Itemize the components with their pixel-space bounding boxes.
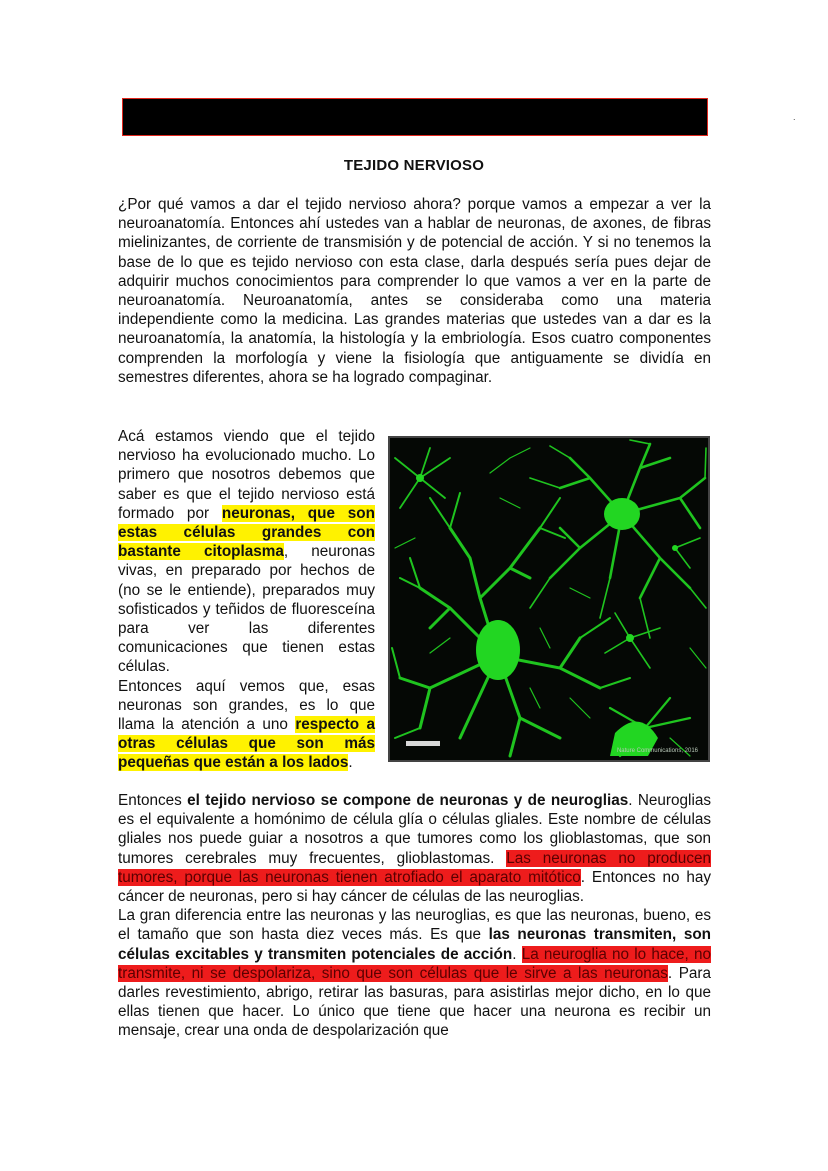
body-paragraph [118, 791, 711, 1041]
page-title: TEJIDO NERVIOSO [343, 157, 485, 174]
text-run: . [348, 754, 353, 772]
highlight-neuronas: neuronas, que son estas células grandes con bastante citoplasma [118, 504, 375, 561]
text-run: . Entonces no hay cáncer de neuronas, pero si hay cáncer de células de las neuroglias. [118, 868, 711, 906]
text-run: Entonces aquí vemos que, esas neuronas son grandes, es lo que llama la atención a uno [118, 677, 375, 734]
intro-text: ¿Por qué vamos a dar el tejido nervioso ahora? porque vamos a empezar a ver la neuroanatomía. Entonces ahí ustedes van a hablar de neuronas, de axones, de fibras mielinizantes, de corriente de transmisión y de potencial de acción. Y si no tenemos la base de lo que es tejido nervioso con esta clase, darla después sería pues dejar de adquirir muchos conocimientos para comprender lo que vamos a ver en la parte de neuroanatomía. Neuroanatomía, antes se consideraba como una materia independiente como la medicina. Las grandes materias que ustedes van a dar es la neuroanatomía, la anatomía, la histología y la embriología. Esos cuatro componentes comprenden la morfología y viene la fisiología que antiguamente se dividía en semestres diferentes, ahora se ha logrado compaginar. [118, 196, 711, 386]
text-run: . Para darles revestimiento, abrigo, retirar las basuras, para asistirlas mejor dicho, en lo que ellas tienen que hacer. Lo único que tiene que hacer una neurona es recibir un mensaje, crear una onda de despolarización que [118, 964, 712, 1040]
image-credit: Nature Communications, 2016 [616, 748, 698, 754]
intro-paragraph [118, 195, 711, 387]
highlight-red-neuroglia: La neuroglia no lo hace, no transmite, ni se despolariza, sino que son células que le sirve a las neuronas [118, 945, 712, 982]
neuron-illustration [390, 438, 708, 760]
highlight-otras-celulas: respecto a otras células que son más pequeñas que están a los lados [118, 716, 375, 772]
figure-side-paragraph [118, 427, 375, 773]
text-run: . Neuroglias es el equivalente a homónimo de célula glía o células gliales. Este nombre de células gliales nos puede guiar a nosotros a que tumores como los glioblastomas, que son tumores cerebrales muy frecuentes, glioblastomas. [118, 792, 711, 867]
bold-statement: el tejido nervioso se compone de neuronas y de neuroglias [187, 792, 629, 809]
stray-mark: . [793, 112, 796, 122]
bold-statement: las neuronas transmiten, son células excitables y transmiten potenciales de acción [118, 926, 712, 963]
highlight-red-tumores: Las neuronas no producen tumores, porque las neuronas tienen atrofiado el aparato mitótico [118, 849, 711, 886]
header-bar [122, 98, 708, 136]
text-run: , neuronas vivas, en preparado por hechos de (no se le entiende), preparados muy sofisticados y teñidos de fluoresceína para ver las diferentes comunicaciones que tienen estas células. [118, 543, 375, 676]
text-run: . [512, 945, 522, 963]
text-run: Acá estamos viendo que el tejido nervioso ha evolucionado mucho. Lo primero que nosotros debemos que saber es que el tejido nervioso está formado por [118, 428, 375, 522]
text-run: Entonces [118, 792, 188, 809]
text-run: La gran diferencia entre las neuronas y las neuroglias, es que las neuronas, bueno, es el tamaño que son hasta diez veces más. Es que [118, 907, 711, 944]
scale-bar [406, 741, 440, 746]
neuron-micrograph [388, 436, 710, 762]
